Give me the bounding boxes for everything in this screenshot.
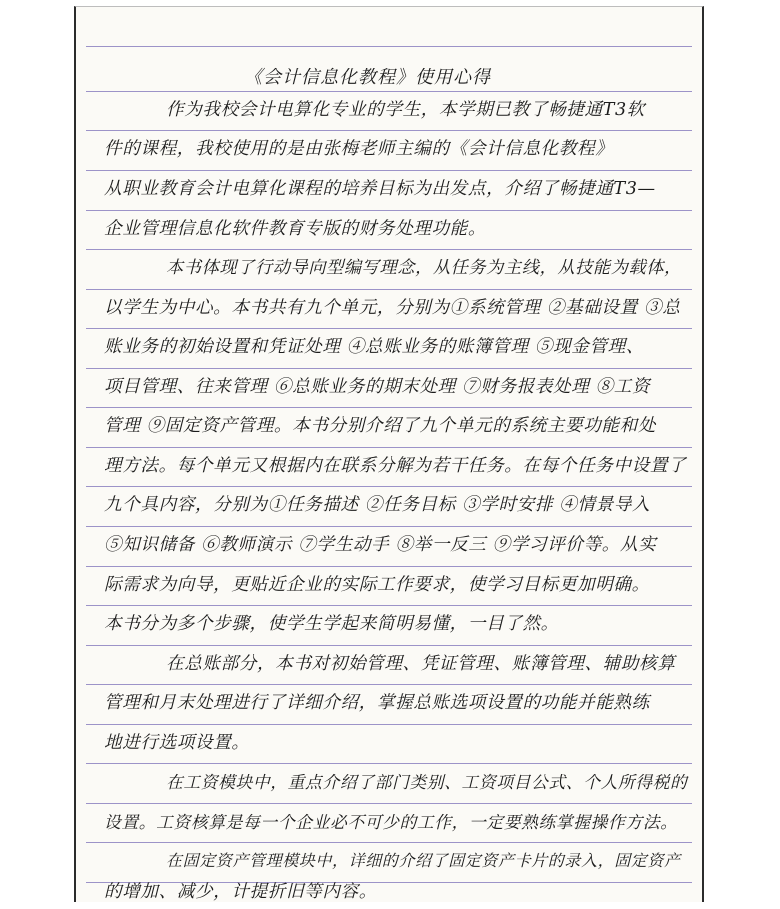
text-line: ⑤知识储备 ⑥教师演示 ⑦学生动手 ⑧举一反三 ⑨学习评价等。从实 [104, 535, 657, 555]
ruled-line [86, 368, 692, 369]
text-line: 管理和月末处理进行了详细介绍，掌握总账选项设置的功能并能熟练 [104, 693, 650, 713]
text-line: 企业管理信息化软件教育专版的财务处理功能。 [104, 219, 487, 239]
ruled-line [86, 46, 692, 47]
text-line: 理方法。每个单元又根据内在联系分解为若干任务。在每个任务中设置了 [104, 456, 687, 476]
ruled-line [86, 566, 692, 567]
text-line: 在工资模块中，重点介绍了部门类别、工资项目公式、个人所得税的 [166, 772, 688, 792]
text-line: 设置。工资核算是每一个企业必不可少的工作，一定要熟练掌握操作方法。 [104, 812, 678, 832]
ruled-line [86, 289, 692, 290]
ruled-line [86, 249, 692, 250]
text-line: 作为我校会计电算化专业的学生，本学期已教了畅捷通T3软 [166, 100, 645, 120]
text-line: 地进行选项设置。 [104, 733, 250, 753]
text-line: 从职业教育会计电算化课程的培养目标为出发点，介绍了畅捷通T3— [104, 179, 656, 199]
ruled-line [86, 724, 692, 725]
ruled-line [86, 803, 692, 804]
notebook-page [74, 6, 704, 902]
text-line: 件的课程，我校使用的是由张梅老师主编的《会计信息化教程》 [104, 139, 614, 159]
text-line: 管理 ⑨固定资产管理。本书分别介绍了九个单元的系统主要功能和处 [104, 416, 657, 436]
ruled-line [86, 210, 692, 211]
ruled-line [86, 526, 692, 527]
text-line: 项目管理、往来管理 ⑥总账业务的期末处理 ⑦财务报表处理 ⑧工资 [104, 377, 651, 397]
ruled-line [86, 447, 692, 448]
text-line: 在固定资产管理模块中，详细的介绍了固定资产卡片的录入，固定资产 [166, 851, 681, 870]
ruled-line [86, 130, 692, 131]
text-line: 际需求为向导，更贴近企业的实际工作要求，使学习目标更加明确。 [104, 575, 650, 595]
ruled-line [86, 763, 692, 764]
ruled-line [86, 486, 692, 487]
text-line: 以学生为中心。本书共有九个单元，分别为①系统管理 ②基础设置 ③总 [104, 298, 681, 318]
document-title: 《会计信息化教程》使用心得 [244, 67, 491, 88]
ruled-line [86, 842, 692, 843]
text-line: 的增加、减少，计提折旧等内容。 [104, 882, 377, 902]
text-line: 九个具内容，分别为①任务描述 ②任务目标 ③学时安排 ④情景导入 [104, 495, 651, 515]
ruled-line [86, 170, 692, 171]
ruled-line [86, 407, 692, 408]
text-line: 在总账部分，本书对初始管理、凭证管理、账簿管理、辅助核算 [166, 654, 676, 674]
text-line: 账业务的初始设置和凭证处理 ④总账业务的账簿管理 ⑤现金管理、 [104, 337, 645, 357]
ruled-line [86, 328, 692, 329]
text-line: 本书分为多个步骤，使学生学起来简明易懂，一目了然。 [104, 614, 559, 634]
ruled-line [86, 684, 692, 685]
ruled-line [86, 605, 692, 606]
ruled-line [86, 645, 692, 646]
text-line: 本书体现了行动导向型编写理念，从任务为主线，从技能为载体， [166, 258, 682, 278]
